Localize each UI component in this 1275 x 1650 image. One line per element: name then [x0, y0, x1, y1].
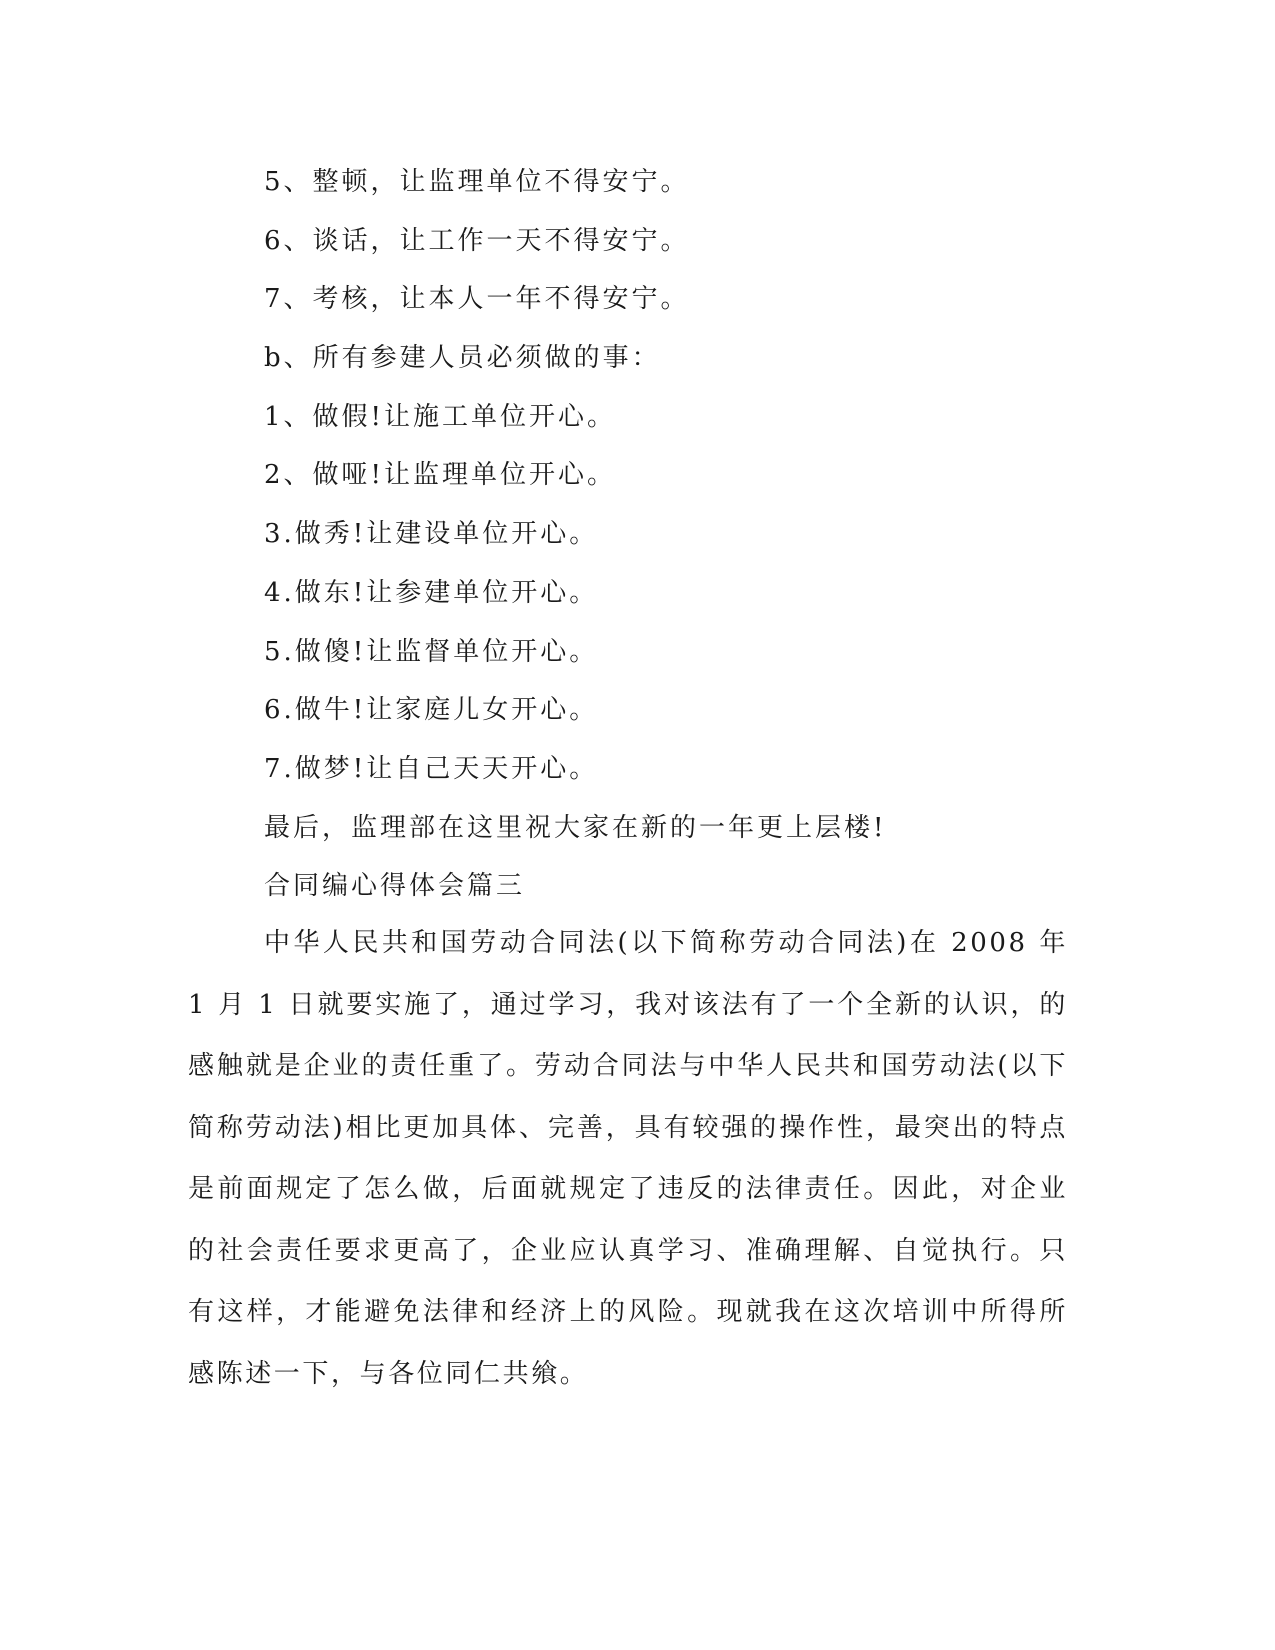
- list-line: 3.做秀!让建设单位开心。: [264, 519, 599, 549]
- body-paragraph: 中华人民共和国劳动合同法(以下简称劳动合同法)在 2008 年 1 月 1 日就要实施了，通过学习，我对该法有了一个全新的认识，的感触就是企业的责任重了。劳动合同法与中华人民共和国劳动法(以下简称劳动法)相比更加具体、完善，具有较强的操作性，最突出的特点是前面规定了怎么做，后面就规定了违反的法律责任。因此，对企业的社会责任要求更高了，企业应认真学习、准确理解、自觉执行。只有这样，才能避免法律和经济上的风险。现就我在这次培训中所得所感陈述一下，与各位同仁共飨。: [188, 928, 1068, 1389]
- list-line: 5、整顿，让监理单位不得安宁。: [264, 167, 690, 197]
- list-line: 5.做傻!让监督单位开心。: [264, 637, 599, 667]
- list-line: 7、考核，让本人一年不得安宁。: [264, 284, 690, 314]
- list-line: b、所有参建人员必须做的事：: [264, 343, 661, 373]
- list-line: 1、做假!让施工单位开心。: [264, 402, 616, 432]
- section-title: 合同编心得体会篇三: [264, 871, 526, 901]
- list-line: 6、谈话，让工作一天不得安宁。: [264, 226, 690, 256]
- closing-line: 最后，监理部在这里祝大家在新的一年更上层楼!: [264, 813, 887, 843]
- list-line: 6.做牛!让家庭儿女开心。: [264, 695, 599, 725]
- list-line: 2、做哑!让监理单位开心。: [264, 460, 616, 490]
- list-line: 4.做东!让参建单位开心。: [264, 578, 599, 608]
- list-line: 7.做梦!让自己天天开心。: [264, 754, 599, 784]
